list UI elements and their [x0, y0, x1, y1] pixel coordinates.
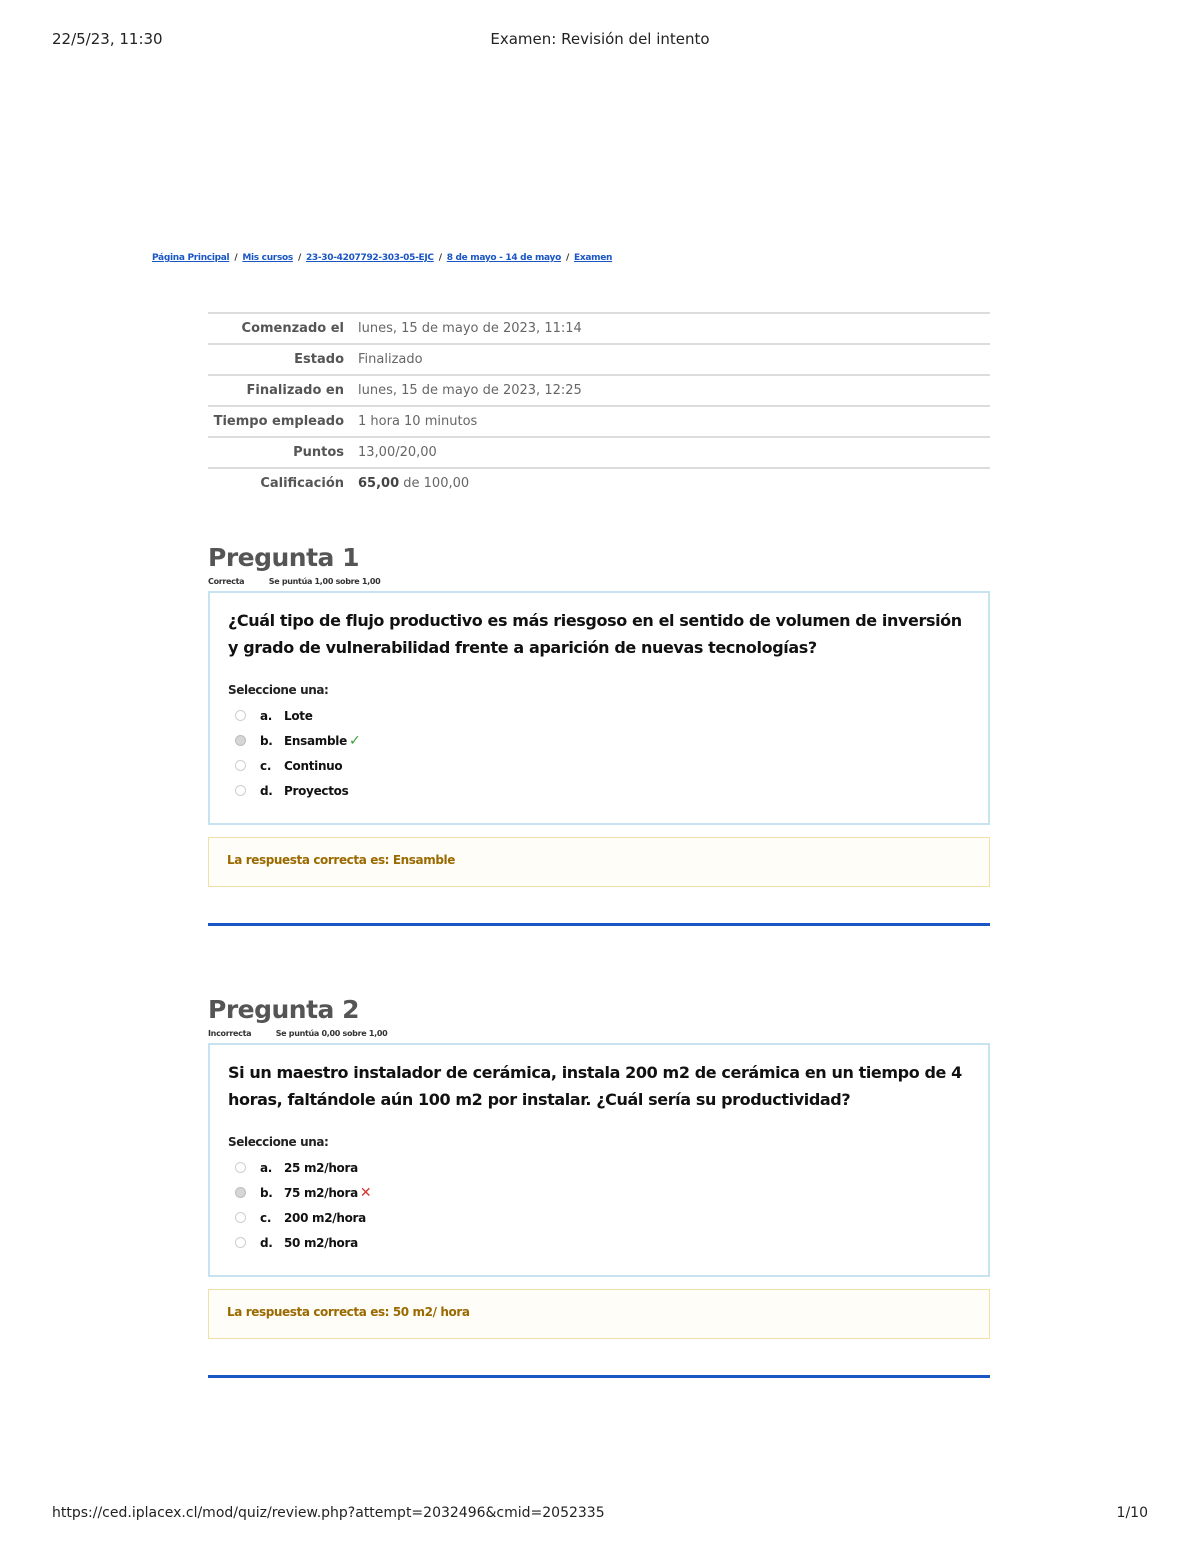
option-text: Lote — [284, 708, 313, 723]
print-date: 22/5/23, 11:30 — [52, 30, 163, 48]
breadcrumb-course[interactable]: 23-30-4207792-303-05-EJC — [305, 253, 434, 263]
breadcrumb-separator: / — [234, 253, 238, 263]
question-score: Se puntúa 0,00 sobre 1,00 — [275, 1029, 388, 1038]
summary-row — [208, 344, 990, 375]
option-letter: c. — [260, 1210, 272, 1225]
breadcrumb-separator: / — [565, 253, 569, 263]
summary-label: Estado — [294, 352, 344, 367]
answer-option-d[interactable] — [228, 1230, 970, 1255]
page-counter: 1/10 — [1116, 1505, 1148, 1521]
question-status: Correcta — [208, 577, 245, 586]
answer-options — [228, 703, 970, 803]
option-letter: d. — [260, 1235, 273, 1250]
summary-value: lunes, 15 de mayo de 2023, 11:14 — [358, 321, 582, 336]
summary-row — [208, 406, 990, 437]
answer-option-b[interactable] — [228, 728, 970, 753]
option-text: Proyectos — [284, 783, 349, 798]
option-letter: a. — [260, 708, 273, 723]
question-prompt: Seleccione una: — [228, 683, 329, 697]
question-box — [208, 591, 990, 825]
option-text: 50 m2/hora — [284, 1235, 358, 1250]
question-score: Se puntúa 1,00 sobre 1,00 — [268, 577, 381, 586]
question-text: Si un maestro instalador de cerámica, instala 200 m2 de cerámica en un tiempo de 4 horas, faltándole aún 100 m2 por instalar. ¿Cuál sería su productividad? — [228, 1063, 962, 1109]
summary-value: Finalizado — [358, 352, 423, 367]
radio-icon[interactable] — [235, 1162, 246, 1173]
option-letter: b. — [260, 1185, 273, 1200]
option-text: 25 m2/hora — [284, 1160, 358, 1175]
radio-icon[interactable] — [235, 710, 246, 721]
summary-row — [208, 375, 990, 406]
question-meta — [208, 577, 990, 589]
radio-selected-icon[interactable] — [235, 1187, 246, 1198]
summary-value: lunes, 15 de mayo de 2023, 12:25 — [358, 383, 582, 398]
answer-option-c[interactable] — [228, 1205, 970, 1230]
radio-icon[interactable] — [235, 1212, 246, 1223]
grade-value-cell — [356, 468, 990, 498]
option-text: Continuo — [284, 758, 343, 773]
radio-icon[interactable] — [235, 760, 246, 771]
incorrect-cross-icon: ✕ — [359, 1184, 372, 1201]
breadcrumb-separator: / — [297, 253, 301, 263]
option-text: 75 m2/hora — [284, 1185, 358, 1200]
answer-option-b[interactable] — [228, 1180, 970, 1205]
breadcrumb — [152, 253, 612, 263]
option-letter: a. — [260, 1160, 273, 1175]
breadcrumb-separator: / — [438, 253, 442, 263]
print-header — [52, 30, 1148, 50]
summary-value: 1 hora 10 minutos — [358, 414, 478, 429]
summary-row-grade — [208, 468, 990, 498]
option-text: Ensamble — [284, 733, 347, 748]
answer-option-a[interactable] — [228, 1155, 970, 1180]
correct-answer-feedback: La respuesta correcta es: Ensamble — [208, 837, 990, 887]
option-text: 200 m2/hora — [284, 1210, 366, 1225]
summary-value: 13,00/20,00 — [358, 445, 437, 460]
breadcrumb-exam[interactable]: Examen — [573, 253, 613, 263]
breadcrumb-week[interactable]: 8 de mayo - 14 de mayo — [446, 253, 561, 263]
breadcrumb-my-courses[interactable]: Mis cursos — [242, 253, 293, 263]
summary-row — [208, 313, 990, 344]
breadcrumb-home[interactable]: Página Principal — [152, 253, 230, 263]
summary-label: Comenzado el — [241, 321, 344, 336]
question-title: Pregunta 2 — [208, 995, 360, 1024]
answer-option-c[interactable] — [228, 753, 970, 778]
print-url: https://ced.iplacex.cl/mod/quiz/review.php?attempt=2032496&cmid=2052335 — [52, 1505, 605, 1521]
summary-row — [208, 437, 990, 468]
summary-label: Finalizado en — [246, 383, 344, 398]
question-prompt: Seleccione una: — [228, 1135, 329, 1149]
answer-option-d[interactable] — [228, 778, 970, 803]
answer-option-a[interactable] — [228, 703, 970, 728]
grade-suffix: de 100,00 — [403, 476, 470, 491]
question-status: Incorrecta — [208, 1029, 252, 1038]
option-letter: d. — [260, 783, 273, 798]
print-footer — [52, 1505, 1148, 1525]
question-divider — [208, 1375, 990, 1378]
option-letter: b. — [260, 733, 273, 748]
option-letter: c. — [260, 758, 272, 773]
correct-answer-feedback: La respuesta correcta es: 50 m2/ hora — [208, 1289, 990, 1339]
question-2 — [208, 995, 990, 1378]
attempt-summary-table — [208, 312, 990, 498]
radio-icon[interactable] — [235, 785, 246, 796]
question-title: Pregunta 1 — [208, 543, 360, 572]
grade-value: 65,00 — [358, 476, 400, 491]
summary-label: Tiempo empleado — [213, 414, 344, 429]
question-meta — [208, 1029, 990, 1041]
radio-selected-icon[interactable] — [235, 735, 246, 746]
question-1 — [208, 543, 990, 926]
question-text: ¿Cuál tipo de flujo productivo es más riesgoso en el sentido de volumen de inversión y grado de vulnerabilidad frente a aparición de nuevas tecnologías? — [228, 611, 962, 657]
radio-icon[interactable] — [235, 1237, 246, 1248]
question-box — [208, 1043, 990, 1277]
correct-check-icon: ✓ — [348, 732, 361, 749]
grade-label: Calificación — [260, 476, 344, 491]
summary-label: Puntos — [293, 445, 344, 460]
answer-options — [228, 1155, 970, 1255]
print-title: Examen: Revisión del intento — [490, 30, 710, 48]
question-divider — [208, 923, 990, 926]
